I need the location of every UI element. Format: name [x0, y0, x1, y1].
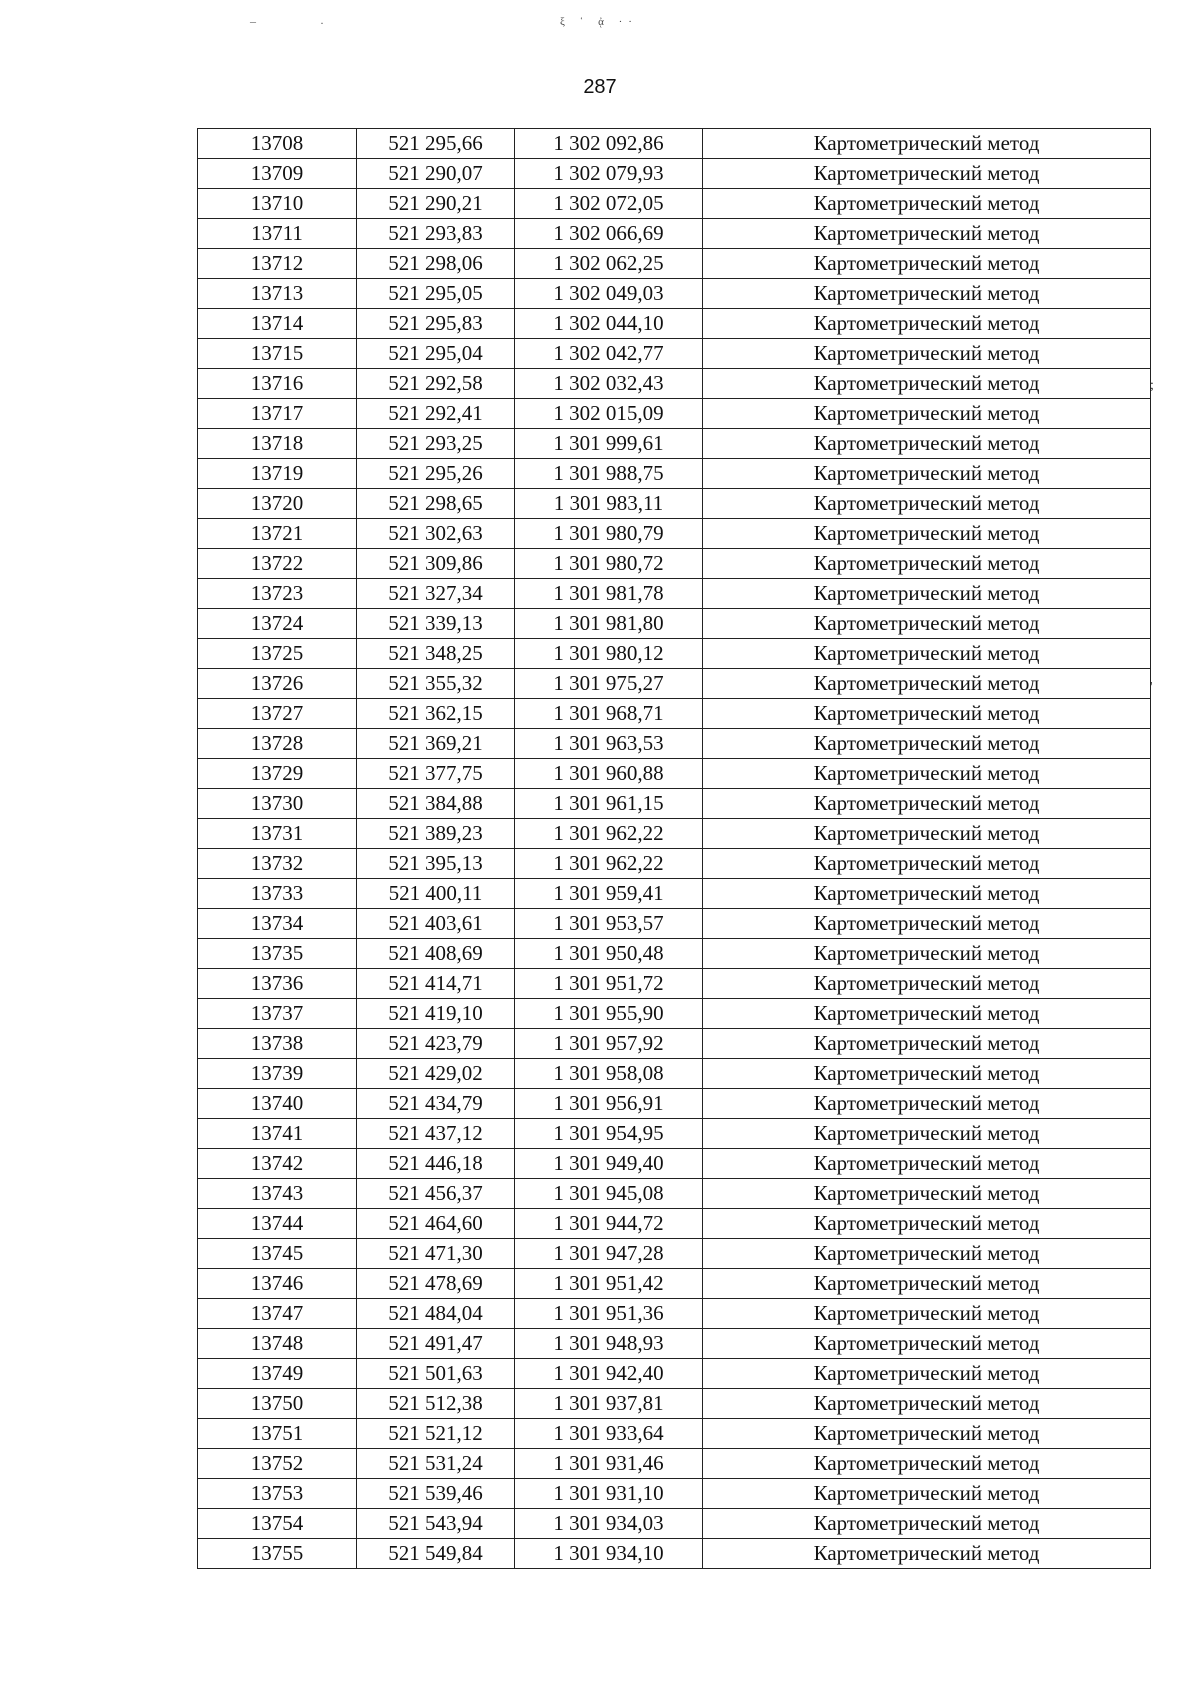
y-coordinate-cell: 1 301 933,64: [515, 1419, 703, 1449]
table-row: [198, 1239, 1151, 1269]
table-row: [198, 969, 1151, 999]
y-coordinate-cell: 1 301 962,22: [515, 849, 703, 879]
method-cell: Картометрический метод: [703, 1209, 1151, 1239]
x-coordinate-cell: 521 295,83: [357, 309, 515, 339]
table-row: [198, 1389, 1151, 1419]
y-coordinate-cell: 1 301 956,91: [515, 1089, 703, 1119]
y-coordinate-cell: 1 301 937,81: [515, 1389, 703, 1419]
x-coordinate-cell: 521 429,02: [357, 1059, 515, 1089]
method-cell: Картометрический метод: [703, 609, 1151, 639]
table-row: [198, 639, 1151, 669]
method-cell: Картометрический метод: [703, 669, 1151, 699]
point-number-cell: 13749: [198, 1359, 357, 1389]
point-number-cell: 13721: [198, 519, 357, 549]
y-coordinate-cell: 1 302 042,77: [515, 339, 703, 369]
method-cell: Картометрический метод: [703, 1089, 1151, 1119]
x-coordinate-cell: 521 292,41: [357, 399, 515, 429]
x-coordinate-cell: 521 290,07: [357, 159, 515, 189]
point-number-cell: 13754: [198, 1509, 357, 1539]
point-number-cell: 13708: [198, 129, 357, 159]
x-coordinate-cell: 521 293,83: [357, 219, 515, 249]
y-coordinate-cell: 1 301 981,80: [515, 609, 703, 639]
y-coordinate-cell: 1 301 962,22: [515, 819, 703, 849]
x-coordinate-cell: 521 434,79: [357, 1089, 515, 1119]
y-coordinate-cell: 1 301 944,72: [515, 1209, 703, 1239]
method-cell: Картометрический метод: [703, 999, 1151, 1029]
table-row: [198, 849, 1151, 879]
point-number-cell: 13710: [198, 189, 357, 219]
table-row: [198, 459, 1151, 489]
y-coordinate-cell: 1 301 975,27: [515, 669, 703, 699]
table-row: [198, 279, 1151, 309]
y-coordinate-cell: 1 301 963,53: [515, 729, 703, 759]
x-coordinate-cell: 521 295,66: [357, 129, 515, 159]
method-cell: Картометрический метод: [703, 939, 1151, 969]
table-row: [198, 1179, 1151, 1209]
y-coordinate-cell: 1 301 980,72: [515, 549, 703, 579]
table-row: [198, 789, 1151, 819]
table-row: [198, 429, 1151, 459]
method-cell: Картометрический метод: [703, 699, 1151, 729]
method-cell: Картометрический метод: [703, 579, 1151, 609]
method-cell: Картометрический метод: [703, 1539, 1151, 1569]
method-cell: Картометрический метод: [703, 519, 1151, 549]
point-number-cell: 13735: [198, 939, 357, 969]
table-row: [198, 819, 1151, 849]
method-cell: Картометрический метод: [703, 1449, 1151, 1479]
scan-artifact-dash: –: [250, 14, 256, 28]
coordinates-table: [197, 128, 1151, 1569]
point-number-cell: 13711: [198, 219, 357, 249]
y-coordinate-cell: 1 301 934,03: [515, 1509, 703, 1539]
point-number-cell: 13747: [198, 1299, 357, 1329]
table-row: [198, 669, 1151, 699]
x-coordinate-cell: 521 471,30: [357, 1239, 515, 1269]
method-cell: Картометрический метод: [703, 279, 1151, 309]
point-number-cell: 13718: [198, 429, 357, 459]
table-row: [198, 579, 1151, 609]
method-cell: Картометрический метод: [703, 429, 1151, 459]
method-cell: Картометрический метод: [703, 1239, 1151, 1269]
method-cell: Картометрический метод: [703, 219, 1151, 249]
table-row: [198, 1209, 1151, 1239]
y-coordinate-cell: 1 301 999,61: [515, 429, 703, 459]
table-row: [198, 1329, 1151, 1359]
method-cell: Картометрический метод: [703, 759, 1151, 789]
method-cell: Картометрический метод: [703, 1389, 1151, 1419]
y-coordinate-cell: 1 301 981,78: [515, 579, 703, 609]
x-coordinate-cell: 521 491,47: [357, 1329, 515, 1359]
y-coordinate-cell: 1 302 044,10: [515, 309, 703, 339]
table-row: [198, 1269, 1151, 1299]
x-coordinate-cell: 521 395,13: [357, 849, 515, 879]
x-coordinate-cell: 521 377,75: [357, 759, 515, 789]
x-coordinate-cell: 521 309,86: [357, 549, 515, 579]
y-coordinate-cell: 1 301 934,10: [515, 1539, 703, 1569]
scan-artifact-dot: ·: [320, 16, 324, 30]
x-coordinate-cell: 521 302,63: [357, 519, 515, 549]
method-cell: Картометрический метод: [703, 1479, 1151, 1509]
x-coordinate-cell: 521 549,84: [357, 1539, 515, 1569]
y-coordinate-cell: 1 301 954,95: [515, 1119, 703, 1149]
scan-artifact-marks: ξ ῾ ᾀ ··: [560, 16, 638, 28]
table-row: [198, 999, 1151, 1029]
point-number-cell: 13719: [198, 459, 357, 489]
y-coordinate-cell: 1 302 032,43: [515, 369, 703, 399]
y-coordinate-cell: 1 301 931,10: [515, 1479, 703, 1509]
x-coordinate-cell: 521 408,69: [357, 939, 515, 969]
x-coordinate-cell: 521 384,88: [357, 789, 515, 819]
x-coordinate-cell: 521 521,12: [357, 1419, 515, 1449]
y-coordinate-cell: 1 302 079,93: [515, 159, 703, 189]
y-coordinate-cell: 1 301 950,48: [515, 939, 703, 969]
x-coordinate-cell: 521 293,25: [357, 429, 515, 459]
x-coordinate-cell: 521 295,26: [357, 459, 515, 489]
y-coordinate-cell: 1 301 931,46: [515, 1449, 703, 1479]
point-number-cell: 13715: [198, 339, 357, 369]
x-coordinate-cell: 521 512,38: [357, 1389, 515, 1419]
method-cell: Картометрический метод: [703, 1419, 1151, 1449]
method-cell: Картометрический метод: [703, 399, 1151, 429]
x-coordinate-cell: 521 295,05: [357, 279, 515, 309]
method-cell: Картометрический метод: [703, 249, 1151, 279]
point-number-cell: 13730: [198, 789, 357, 819]
table-row: [198, 489, 1151, 519]
x-coordinate-cell: 521 464,60: [357, 1209, 515, 1239]
method-cell: Картометрический метод: [703, 549, 1151, 579]
x-coordinate-cell: 521 543,94: [357, 1509, 515, 1539]
table-row: [198, 1419, 1151, 1449]
x-coordinate-cell: 521 446,18: [357, 1149, 515, 1179]
x-coordinate-cell: 521 295,04: [357, 339, 515, 369]
method-cell: Картометрический метод: [703, 1269, 1151, 1299]
y-coordinate-cell: 1 301 961,15: [515, 789, 703, 819]
table-row: [198, 129, 1151, 159]
y-coordinate-cell: 1 301 980,12: [515, 639, 703, 669]
x-coordinate-cell: 521 423,79: [357, 1029, 515, 1059]
table-row: [198, 1359, 1151, 1389]
table-row: [198, 159, 1151, 189]
point-number-cell: 13739: [198, 1059, 357, 1089]
point-number-cell: 13720: [198, 489, 357, 519]
y-coordinate-cell: 1 302 049,03: [515, 279, 703, 309]
table-row: [198, 1299, 1151, 1329]
x-coordinate-cell: 521 298,06: [357, 249, 515, 279]
y-coordinate-cell: 1 302 092,86: [515, 129, 703, 159]
method-cell: Картометрический метод: [703, 1119, 1151, 1149]
table-row: [198, 1449, 1151, 1479]
method-cell: Картометрический метод: [703, 459, 1151, 489]
table-row: [198, 1029, 1151, 1059]
method-cell: Картометрический метод: [703, 159, 1151, 189]
point-number-cell: 13726: [198, 669, 357, 699]
method-cell: Картометрический метод: [703, 1509, 1151, 1539]
point-number-cell: 13731: [198, 819, 357, 849]
y-coordinate-cell: 1 301 968,71: [515, 699, 703, 729]
method-cell: Картометрический метод: [703, 1059, 1151, 1089]
x-coordinate-cell: 521 414,71: [357, 969, 515, 999]
point-number-cell: 13722: [198, 549, 357, 579]
y-coordinate-cell: 1 301 959,41: [515, 879, 703, 909]
point-number-cell: 13742: [198, 1149, 357, 1179]
table-row: [198, 1119, 1151, 1149]
table-row: [198, 309, 1151, 339]
method-cell: Картометрический метод: [703, 129, 1151, 159]
method-cell: Картометрический метод: [703, 189, 1151, 219]
y-coordinate-cell: 1 301 942,40: [515, 1359, 703, 1389]
table-row: [198, 729, 1151, 759]
method-cell: Картометрический метод: [703, 849, 1151, 879]
point-number-cell: 13727: [198, 699, 357, 729]
x-coordinate-cell: 521 369,21: [357, 729, 515, 759]
point-number-cell: 13713: [198, 279, 357, 309]
point-number-cell: 13732: [198, 849, 357, 879]
x-coordinate-cell: 521 478,69: [357, 1269, 515, 1299]
y-coordinate-cell: 1 302 015,09: [515, 399, 703, 429]
table-row: [198, 1539, 1151, 1569]
y-coordinate-cell: 1 301 947,28: [515, 1239, 703, 1269]
y-coordinate-cell: 1 301 951,72: [515, 969, 703, 999]
x-coordinate-cell: 521 355,32: [357, 669, 515, 699]
x-coordinate-cell: 521 539,46: [357, 1479, 515, 1509]
table-row: [198, 1509, 1151, 1539]
point-number-cell: 13716: [198, 369, 357, 399]
point-number-cell: 13737: [198, 999, 357, 1029]
y-coordinate-cell: 1 301 955,90: [515, 999, 703, 1029]
method-cell: Картометрический метод: [703, 309, 1151, 339]
method-cell: Картометрический метод: [703, 969, 1151, 999]
table-row: [198, 369, 1151, 399]
point-number-cell: 13734: [198, 909, 357, 939]
table-row: [198, 1059, 1151, 1089]
method-cell: Картометрический метод: [703, 819, 1151, 849]
table-row: [198, 699, 1151, 729]
table-row: [198, 759, 1151, 789]
margin-mark: ': [1150, 680, 1153, 695]
method-cell: Картометрический метод: [703, 729, 1151, 759]
method-cell: Картометрический метод: [703, 909, 1151, 939]
point-number-cell: 13753: [198, 1479, 357, 1509]
table-row: [198, 399, 1151, 429]
y-coordinate-cell: 1 301 960,88: [515, 759, 703, 789]
table-row: [198, 219, 1151, 249]
coordinates-table-body: [198, 129, 1151, 1569]
point-number-cell: 13717: [198, 399, 357, 429]
x-coordinate-cell: 521 484,04: [357, 1299, 515, 1329]
x-coordinate-cell: 521 348,25: [357, 639, 515, 669]
y-coordinate-cell: 1 301 988,75: [515, 459, 703, 489]
method-cell: Картометрический метод: [703, 1149, 1151, 1179]
method-cell: Картометрический метод: [703, 639, 1151, 669]
point-number-cell: 13728: [198, 729, 357, 759]
point-number-cell: 13725: [198, 639, 357, 669]
point-number-cell: 13743: [198, 1179, 357, 1209]
point-number-cell: 13750: [198, 1389, 357, 1419]
method-cell: Картометрический метод: [703, 339, 1151, 369]
point-number-cell: 13709: [198, 159, 357, 189]
point-number-cell: 13738: [198, 1029, 357, 1059]
y-coordinate-cell: 1 302 072,05: [515, 189, 703, 219]
x-coordinate-cell: 521 456,37: [357, 1179, 515, 1209]
x-coordinate-cell: 521 419,10: [357, 999, 515, 1029]
y-coordinate-cell: 1 301 949,40: [515, 1149, 703, 1179]
point-number-cell: 13741: [198, 1119, 357, 1149]
table-row: [198, 909, 1151, 939]
table-row: [198, 249, 1151, 279]
y-coordinate-cell: 1 301 957,92: [515, 1029, 703, 1059]
method-cell: Картометрический метод: [703, 879, 1151, 909]
y-coordinate-cell: 1 301 958,08: [515, 1059, 703, 1089]
table-row: [198, 1479, 1151, 1509]
x-coordinate-cell: 521 437,12: [357, 1119, 515, 1149]
point-number-cell: 13752: [198, 1449, 357, 1479]
point-number-cell: 13736: [198, 969, 357, 999]
method-cell: Картометрический метод: [703, 1359, 1151, 1389]
table-row: [198, 519, 1151, 549]
point-number-cell: 13755: [198, 1539, 357, 1569]
method-cell: Картометрический метод: [703, 369, 1151, 399]
table-row: [198, 609, 1151, 639]
table-row: [198, 879, 1151, 909]
table-row: [198, 1089, 1151, 1119]
method-cell: Картометрический метод: [703, 1029, 1151, 1059]
method-cell: Картометрический метод: [703, 1179, 1151, 1209]
method-cell: Картометрический метод: [703, 489, 1151, 519]
table-row: [198, 939, 1151, 969]
y-coordinate-cell: 1 301 951,42: [515, 1269, 703, 1299]
table-row: [198, 339, 1151, 369]
point-number-cell: 13723: [198, 579, 357, 609]
y-coordinate-cell: 1 301 980,79: [515, 519, 703, 549]
x-coordinate-cell: 521 339,13: [357, 609, 515, 639]
point-number-cell: 13745: [198, 1239, 357, 1269]
y-coordinate-cell: 1 302 066,69: [515, 219, 703, 249]
x-coordinate-cell: 521 403,61: [357, 909, 515, 939]
margin-mark: ;: [1150, 378, 1154, 393]
page-number: 287: [583, 76, 617, 98]
table-row: [198, 549, 1151, 579]
x-coordinate-cell: 521 389,23: [357, 819, 515, 849]
point-number-cell: 13748: [198, 1329, 357, 1359]
method-cell: Картометрический метод: [703, 1299, 1151, 1329]
x-coordinate-cell: 521 290,21: [357, 189, 515, 219]
point-number-cell: 13740: [198, 1089, 357, 1119]
y-coordinate-cell: 1 301 945,08: [515, 1179, 703, 1209]
x-coordinate-cell: 521 400,11: [357, 879, 515, 909]
x-coordinate-cell: 521 362,15: [357, 699, 515, 729]
point-number-cell: 13729: [198, 759, 357, 789]
x-coordinate-cell: 521 298,65: [357, 489, 515, 519]
point-number-cell: 13751: [198, 1419, 357, 1449]
x-coordinate-cell: 521 327,34: [357, 579, 515, 609]
y-coordinate-cell: 1 301 948,93: [515, 1329, 703, 1359]
y-coordinate-cell: 1 301 983,11: [515, 489, 703, 519]
point-number-cell: 13712: [198, 249, 357, 279]
point-number-cell: 13733: [198, 879, 357, 909]
table-row: [198, 189, 1151, 219]
y-coordinate-cell: 1 301 953,57: [515, 909, 703, 939]
x-coordinate-cell: 521 501,63: [357, 1359, 515, 1389]
point-number-cell: 13744: [198, 1209, 357, 1239]
point-number-cell: 13724: [198, 609, 357, 639]
method-cell: Картометрический метод: [703, 789, 1151, 819]
y-coordinate-cell: 1 301 951,36: [515, 1299, 703, 1329]
x-coordinate-cell: 521 292,58: [357, 369, 515, 399]
point-number-cell: 13714: [198, 309, 357, 339]
table-row: [198, 1149, 1151, 1179]
point-number-cell: 13746: [198, 1269, 357, 1299]
x-coordinate-cell: 521 531,24: [357, 1449, 515, 1479]
method-cell: Картометрический метод: [703, 1329, 1151, 1359]
y-coordinate-cell: 1 302 062,25: [515, 249, 703, 279]
